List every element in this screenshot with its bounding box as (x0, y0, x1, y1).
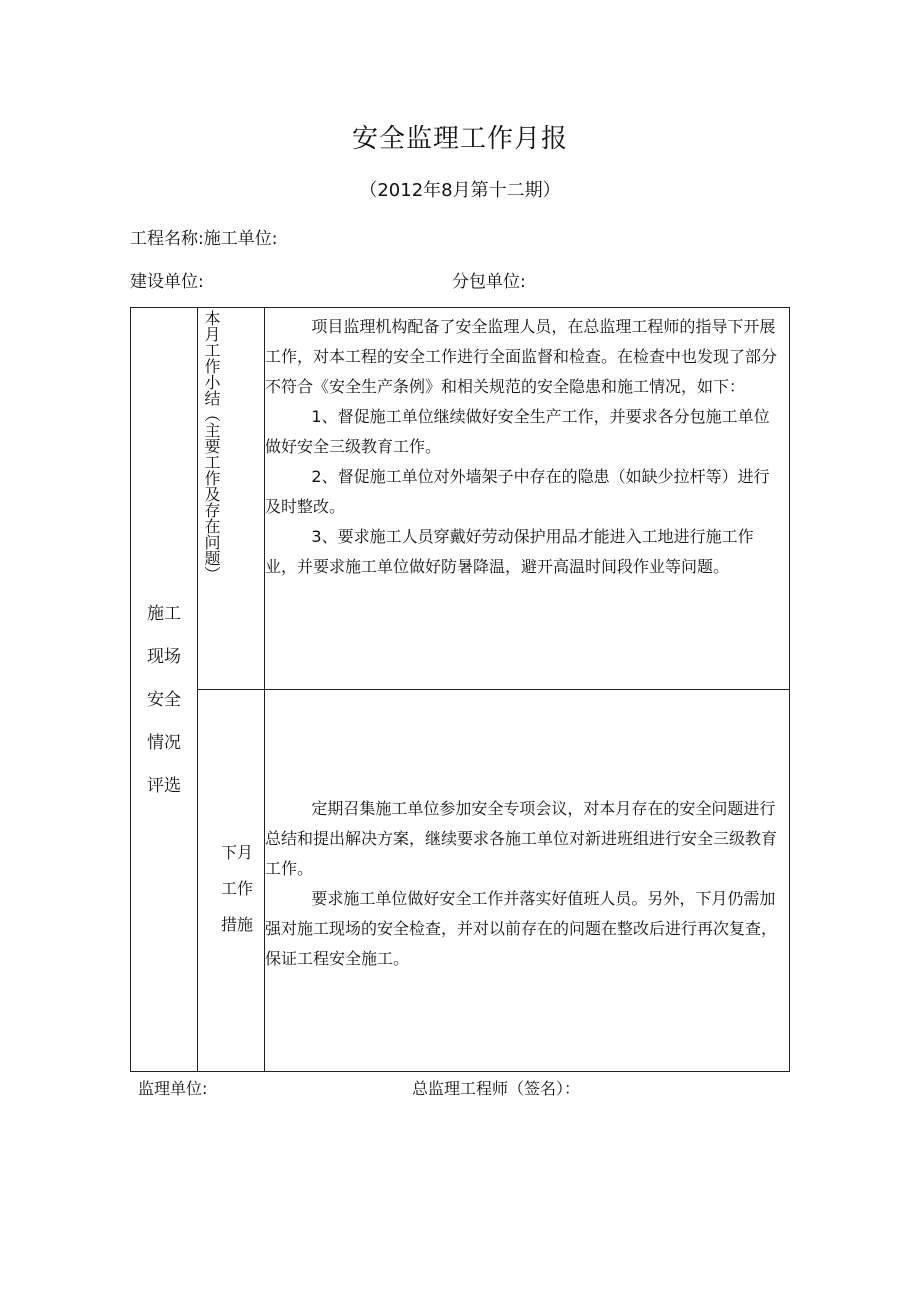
summary-content (265, 312, 785, 582)
summary-paragraph: 3、要求施工人员穿戴好劳动保护用品才能进入工地进行施工作业，并要求施工单位做好防暑降温，避开高温时间段作业等问题。 (265, 527, 754, 576)
summary-paragraph: 项目监理机构配备了安全监理人员，在总监理工程师的指导下开展工作，对本工程的安全工作进行全面监督和检查。在检查中也发现了部分不符合《安全生产条例》和相关规范的安全隐患和施工情况，如下： (265, 317, 778, 396)
next-paragraph: 要求施工单位做好安全工作并落实好值班人员。另外，下月仍需加强对施工现场的安全检查，并对以前存在的问题在整改后进行再次复查，保证工程安全施工。 (265, 889, 778, 968)
category-label: 施工 现场 安全 情况 评选 (147, 604, 181, 796)
page-title: 安全监理工作月报 (351, 124, 568, 154)
summary-label: 本月工作小结（主要工作及存在问题） (202, 310, 221, 582)
report-table (130, 307, 790, 1072)
project-name-field: 工程名称:施工单位: (130, 229, 278, 249)
table-divider (197, 689, 789, 690)
summary-paragraph: 1、督促施工单位继续做好安全生产工作，并要求各分包施工单位做好安全三级教育工作。 (265, 407, 770, 456)
chief-engineer-signature: 总监理工程师（签名）： (412, 1079, 581, 1098)
builder-field: 建设单位: (130, 272, 204, 292)
report-period: （2012年8月第十二期） (359, 180, 561, 201)
next-paragraph: 定期召集施工单位参加安全专项会议，对本月存在的安全问题进行总结和提出解决方案，继续要求各施工单位对新进班组进行安全三级教育工作。 (265, 799, 778, 878)
subcontractor-field: 分包单位: (452, 272, 526, 292)
summary-paragraph: 2、督促施工单位对外墙架子中存在的隐患（如缺少拉杆等）进行及时整改。 (265, 467, 770, 516)
supervisor-unit-field: 监理单位: (138, 1079, 208, 1098)
next-month-label: 下月 工作 措施 (220, 843, 253, 934)
next-month-content (265, 794, 785, 974)
